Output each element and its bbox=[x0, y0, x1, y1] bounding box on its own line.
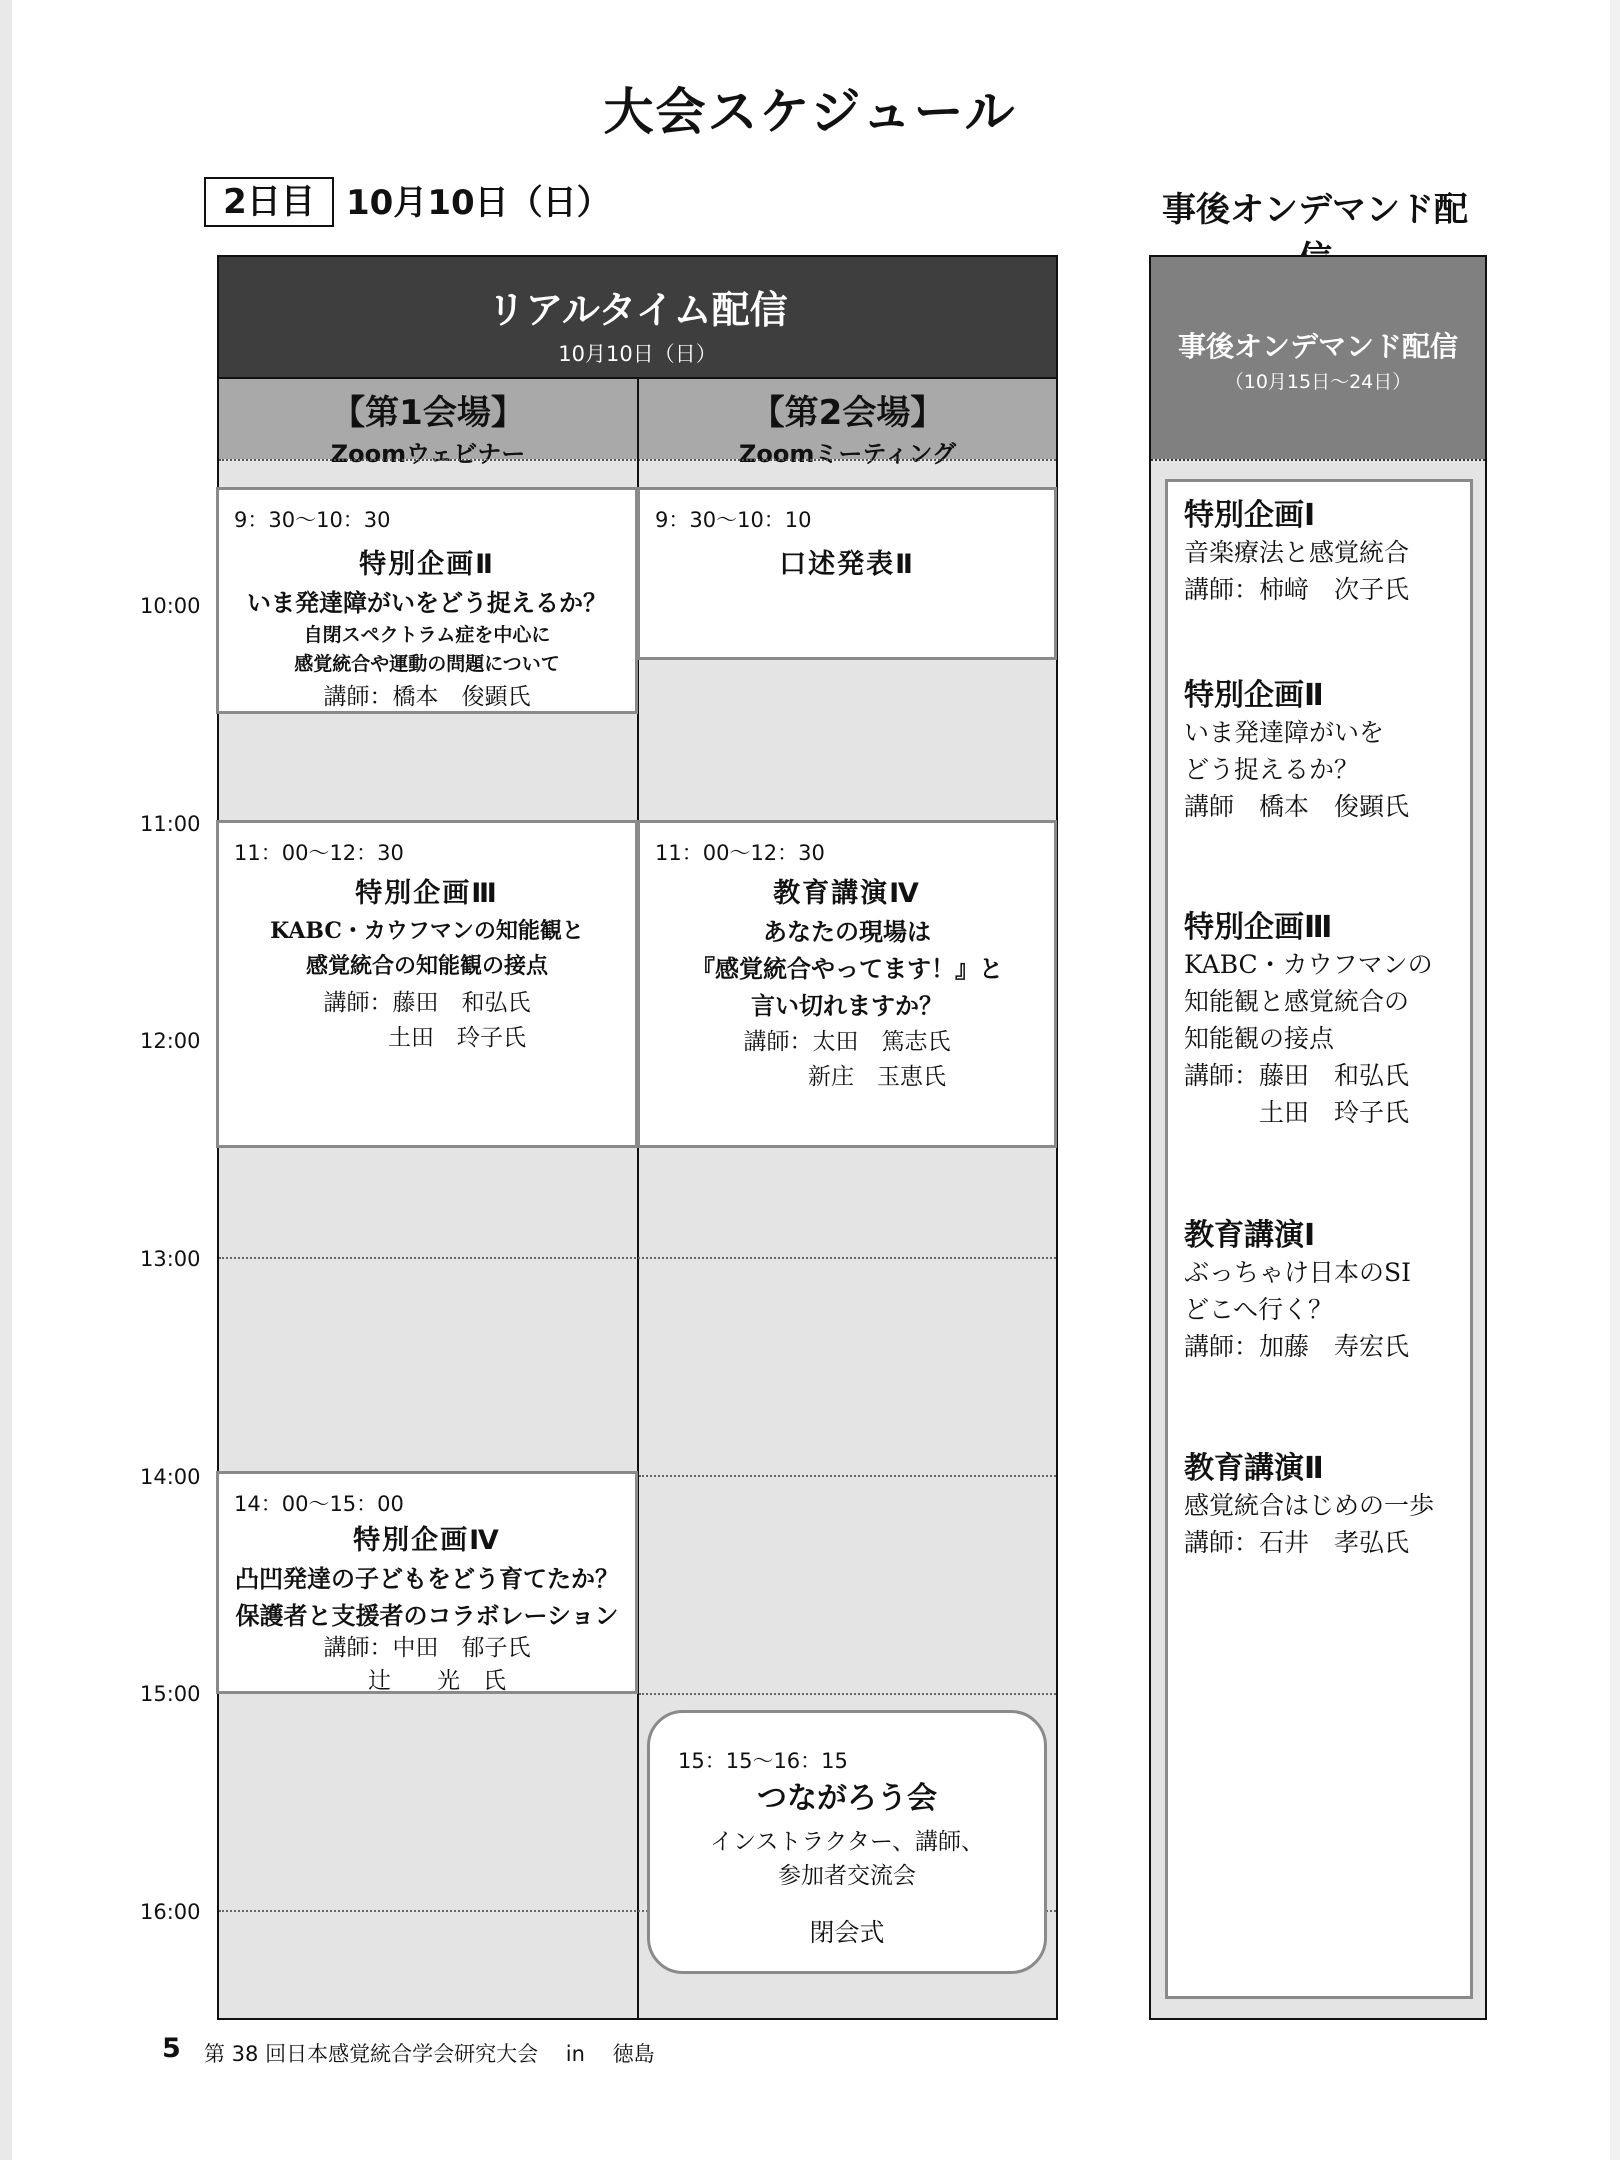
ondemand-item-line: 知能観と感覚統合の bbox=[1184, 987, 1410, 1016]
ondemand-item bbox=[1184, 490, 1474, 608]
ondemand-item-title: 特別企画Ⅲ bbox=[1184, 910, 1333, 945]
time-label: 14:00 bbox=[140, 1465, 201, 1489]
session-subtitle: いま発達障がいをどう捉えるか？ bbox=[247, 588, 607, 617]
session-title: 口述発表Ⅱ bbox=[779, 549, 915, 580]
session-block bbox=[637, 820, 1057, 1148]
footer-text: 第 38 回日本感覚統合学会研究大会 in 徳島 bbox=[204, 2042, 655, 2066]
session-block bbox=[637, 487, 1057, 660]
session-lecturer: 土田 玲子氏 bbox=[388, 1025, 526, 1051]
page-number: 5 bbox=[162, 2033, 181, 2064]
session-time: 9：30〜10：10 bbox=[655, 508, 812, 532]
ondemand-item-line: 講師：加藤 寿宏氏 bbox=[1184, 1332, 1410, 1361]
hour-line-14 bbox=[639, 1475, 1056, 1477]
description-line: 参加者交流会 bbox=[778, 1863, 916, 1889]
session-subtitle: 保護者と支援者のコラボレーション bbox=[235, 1601, 619, 1630]
session-block bbox=[216, 820, 638, 1148]
realtime-header bbox=[219, 257, 1056, 377]
hour-line-15 bbox=[639, 1693, 1056, 1695]
ondemand-item-line: 音楽療法と感覚統合 bbox=[1184, 538, 1410, 567]
page-edge-right bbox=[1610, 0, 1620, 2160]
time-label: 16:00 bbox=[140, 1900, 201, 1924]
session-lecturer: 辻 光 氏 bbox=[368, 1668, 506, 1694]
session-subtitle: 凸凹発達の子どもをどう育てたか？ bbox=[235, 1564, 619, 1593]
time-label: 15:00 bbox=[140, 1682, 201, 1706]
time-label: 11:00 bbox=[140, 812, 201, 836]
session-time: 15：15〜16：15 bbox=[678, 1749, 848, 1773]
session-lecturer: 講師：藤田 和弘氏 bbox=[323, 990, 531, 1016]
closing-ceremony: 閉会式 bbox=[809, 1918, 885, 1947]
venue-2-name: 【第2会場】 bbox=[750, 393, 945, 433]
session-time: 9：30〜10：30 bbox=[234, 508, 391, 532]
session-subtitle: 『感覚統合やってます！』と bbox=[691, 954, 1003, 983]
session-subtitle: 言い切れますか？ bbox=[751, 991, 943, 1020]
time-label: 13:00 bbox=[140, 1247, 201, 1271]
session-subtitle: KABC・カウフマンの知能観と bbox=[270, 918, 584, 944]
ondemand-item-line: どこへ行く？ bbox=[1184, 1295, 1334, 1324]
ondemand-item-line: 講師：石井 孝弘氏 bbox=[1184, 1528, 1410, 1557]
session-title: 特別企画Ⅳ bbox=[353, 1525, 501, 1556]
session-time: 11：00〜12：30 bbox=[234, 841, 404, 865]
ondemand-item-line: 感覚統合はじめの一歩 bbox=[1184, 1491, 1435, 1520]
ondemand-item-line: KABC・カウフマンの bbox=[1184, 950, 1433, 979]
session-title: 特別企画Ⅱ bbox=[359, 549, 495, 580]
ondemand-item-line: どう捉えるか？ bbox=[1184, 755, 1360, 784]
ondemand-item-line: 講師：藤田 和弘氏 bbox=[1184, 1061, 1410, 1090]
session-lecturer: 新庄 玉恵氏 bbox=[808, 1064, 946, 1090]
session-subtitle: 感覚統合の知能観の接点 bbox=[305, 953, 548, 979]
ondemand-item bbox=[1184, 670, 1474, 825]
ondemand-item-line: 知能観の接点 bbox=[1184, 1024, 1335, 1053]
day-label: 2日目 bbox=[204, 177, 334, 227]
session-title: 特別企画Ⅲ bbox=[355, 878, 499, 909]
realtime-title: リアルタイム配信 bbox=[487, 288, 788, 332]
ondemand-header bbox=[1151, 257, 1485, 459]
session-time: 14：00〜15：00 bbox=[234, 1492, 404, 1516]
page-edge-left bbox=[0, 0, 12, 2160]
ondemand-divider bbox=[1151, 459, 1485, 461]
venue-1-name: 【第1会場】 bbox=[331, 393, 525, 433]
session-title: つながろう会 bbox=[757, 1781, 937, 1816]
session-block bbox=[216, 1471, 638, 1694]
ondemand-item-title: 教育講演Ⅱ bbox=[1184, 1451, 1324, 1486]
ondemand-item-line: 講師：柿﨑 次子氏 bbox=[1184, 575, 1410, 604]
venue-1-header bbox=[219, 377, 637, 468]
page-title: 大会スケジュール bbox=[603, 83, 1017, 141]
venue-1-platform: Zoomウェビナー bbox=[330, 440, 526, 468]
networking-session bbox=[647, 1710, 1047, 1974]
time-label: 12:00 bbox=[140, 1029, 201, 1053]
ondemand-header-period: （10月15日〜24日） bbox=[1224, 371, 1412, 393]
session-subtitle: 自閉スペクトラム症を中心に bbox=[303, 624, 551, 646]
session-lecturer: 講師：橋本 俊顕氏 bbox=[323, 684, 531, 710]
session-description bbox=[650, 1825, 1044, 1893]
session-title: 教育講演Ⅳ bbox=[773, 878, 921, 909]
session-subtitle: 感覚統合や運動の問題について bbox=[294, 653, 560, 675]
ondemand-item-title: 教育講演Ⅰ bbox=[1184, 1218, 1316, 1253]
ondemand-item-line: いま発達障がいを bbox=[1184, 718, 1385, 747]
ondemand-item-title: 特別企画Ⅱ bbox=[1184, 678, 1324, 713]
ondemand-item-line: 講師 橋本 俊顕氏 bbox=[1184, 792, 1410, 821]
hour-line-13 bbox=[219, 1257, 1056, 1259]
session-lecturer: 講師：中田 郁子氏 bbox=[323, 1635, 531, 1661]
ondemand-heading: 事後オンデマンド配 bbox=[1162, 190, 1468, 230]
description-line: インストラクター、講師、 bbox=[710, 1829, 984, 1855]
ondemand-item-title: 特別企画Ⅰ bbox=[1184, 498, 1316, 533]
ondemand-item bbox=[1184, 1443, 1474, 1561]
time-label: 10:00 bbox=[140, 594, 201, 618]
session-lecturer: 講師：太田 篤志氏 bbox=[743, 1029, 951, 1055]
realtime-date: 10月10日（日） bbox=[558, 342, 717, 366]
session-time: 11：00〜12：30 bbox=[655, 841, 825, 865]
session-block bbox=[216, 487, 638, 714]
venue-2-header bbox=[639, 377, 1056, 468]
venue-2-platform: Zoomミーティング bbox=[739, 440, 956, 468]
ondemand-item-line: 土田 玲子氏 bbox=[1184, 1098, 1410, 1127]
ondemand-item-line: ぶっちゃけ日本のSI bbox=[1184, 1258, 1412, 1287]
ondemand-item bbox=[1184, 1210, 1474, 1365]
ondemand-header-title: 事後オンデマンド配信 bbox=[1177, 330, 1458, 363]
day-date: 10月10日（日） bbox=[346, 183, 611, 223]
session-subtitle: あなたの現場は bbox=[763, 917, 931, 946]
ondemand-item bbox=[1184, 902, 1474, 1131]
